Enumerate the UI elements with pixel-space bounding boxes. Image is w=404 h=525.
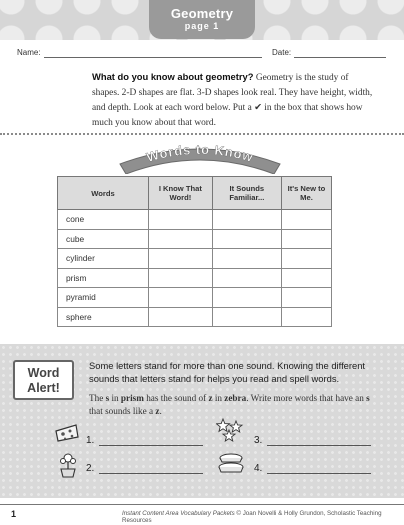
name-field[interactable] (44, 57, 262, 58)
answer-field-4[interactable] (267, 473, 371, 474)
svg-text:Words to Know (145, 142, 255, 165)
table-row (58, 249, 332, 269)
book-title: Instant Content Area Vocabulary Packets (122, 510, 235, 517)
intro-question: What do you know about geometry? (92, 71, 254, 82)
title-tab (149, 0, 255, 39)
answer-field-1[interactable] (99, 445, 203, 446)
answer-label-2: 2. (86, 463, 95, 474)
intro-body: Geometry is the study of shapes. 2-D shapes are flat. 3-D shapes look real. They have height, width, and depth. Look at each word below. Put a ✔ in the box that shows how much you know about that word. (92, 73, 373, 128)
section-divider (0, 133, 404, 135)
table-row (58, 288, 332, 308)
answer-label-3: 3. (254, 435, 263, 446)
pies-icon (216, 452, 246, 474)
words-table (57, 176, 332, 327)
checkbox-cell[interactable] (282, 229, 332, 249)
answer-label-1: 1. (86, 435, 95, 446)
checkbox-cell[interactable] (282, 210, 332, 230)
page-subtitle: page 1 (184, 21, 220, 31)
checkbox-cell[interactable] (149, 210, 213, 230)
checkbox-cell[interactable] (282, 268, 332, 288)
name-label: Name: (17, 48, 41, 57)
intro-text (92, 69, 374, 131)
checkbox-cell[interactable] (149, 268, 213, 288)
checkbox-cell[interactable] (212, 249, 281, 269)
banner-text: Words to Know (144, 141, 256, 165)
checkbox-cell[interactable] (149, 249, 213, 269)
checkbox-cell[interactable] (282, 288, 332, 308)
words-to-know-banner (110, 138, 290, 174)
date-label: Date: (272, 48, 292, 57)
table-row (58, 229, 332, 249)
word-alert-instruction: The s in prism has the sound of z in zebra. Write more words that have an s that sounds like a z. (89, 393, 370, 416)
checkbox-cell[interactable] (212, 288, 281, 308)
stars-icon (216, 418, 244, 444)
cheese-icon (54, 423, 80, 443)
table-row (58, 210, 332, 230)
col-header-words: Words (58, 177, 149, 210)
answer-label-4: 4. (254, 463, 263, 474)
checkbox-cell[interactable] (212, 210, 281, 230)
col-header-familiar: It Sounds Familiar... (212, 177, 281, 210)
answer-field-2[interactable] (99, 473, 203, 474)
badge-line-1: Word (27, 366, 60, 380)
col-header-know: I Know That Word! (149, 177, 213, 210)
word-alert-text: Some letters stand for more than one sound. Knowing the different sounds that letters stand for helps you read and spell words. (89, 360, 366, 384)
answer-field-3[interactable] (267, 445, 371, 446)
checkbox-cell[interactable] (149, 288, 213, 308)
copyright: © Joan Novelli & Holly Grundon, Scholastic Teaching Resources (122, 510, 382, 524)
badge-line-2: Alert! (27, 381, 60, 395)
date-field[interactable] (294, 57, 386, 58)
checkbox-cell[interactable] (149, 229, 213, 249)
page-number: 1 (11, 509, 17, 519)
word-cell: sphere (58, 307, 149, 327)
table-row (58, 307, 332, 327)
credit-line (122, 510, 404, 524)
checkbox-cell[interactable] (212, 307, 281, 327)
word-cell: cone (58, 210, 149, 230)
word-cell: prism (58, 268, 149, 288)
page-title: Geometry (170, 6, 234, 21)
checkbox-cell[interactable] (282, 249, 332, 269)
word-cell: cylinder (58, 249, 149, 269)
table-row (58, 268, 332, 288)
checkbox-cell[interactable] (149, 307, 213, 327)
checkbox-cell[interactable] (212, 229, 281, 249)
word-alert-badge (13, 360, 74, 400)
word-cell: pyramid (58, 288, 149, 308)
checkbox-cell[interactable] (282, 307, 332, 327)
flower-pot-icon (56, 452, 80, 478)
col-header-new: It's New to Me. (282, 177, 332, 210)
word-cell: cube (58, 229, 149, 249)
checkbox-cell[interactable] (212, 268, 281, 288)
footer-rule (0, 504, 404, 505)
